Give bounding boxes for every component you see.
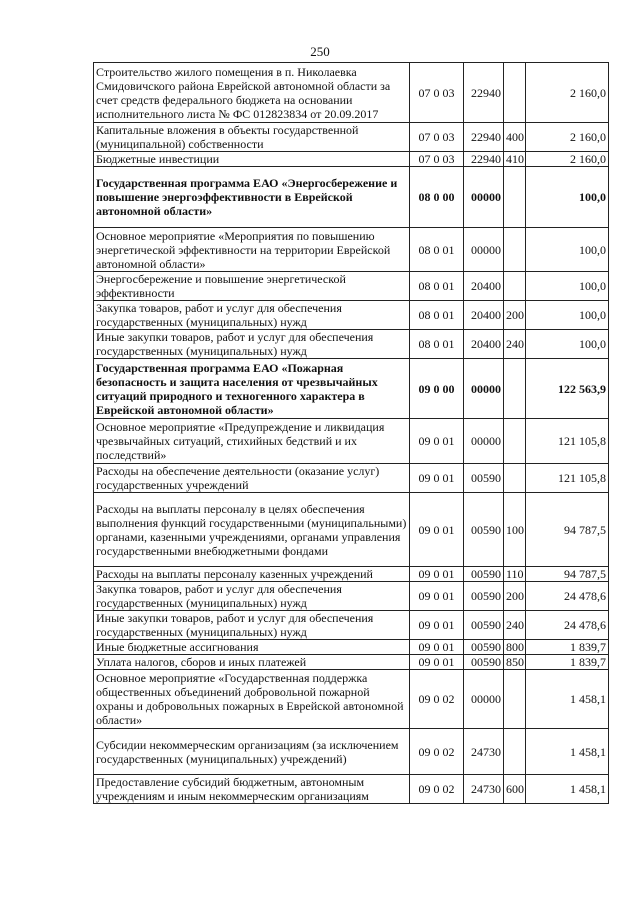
row-expense-type xyxy=(504,419,526,464)
table-row xyxy=(94,301,609,330)
row-name: Субсидии некоммерческим организациям (за исключением государственных (муниципальных) учреждений) xyxy=(94,729,410,775)
row-target-code: 22940 xyxy=(464,152,504,167)
row-amount: 24 478,6 xyxy=(526,611,609,640)
table-row-program xyxy=(94,359,609,419)
row-target-code: 00590 xyxy=(464,640,504,655)
row-amount: 2 160,0 xyxy=(526,152,609,167)
table-row xyxy=(94,464,609,493)
row-name: Основное мероприятие «Мероприятия по повышению энергетической эффективности на территории Еврейской автономной области» xyxy=(94,228,410,272)
row-program-code: 09 0 01 xyxy=(410,655,464,670)
row-expense-type xyxy=(504,359,526,419)
row-amount: 122 563,9 xyxy=(526,359,609,419)
row-name: Основное мероприятие «Предупреждение и ликвидация чрезвычайных ситуаций, стихийных бедствий и их последствий» xyxy=(94,419,410,464)
table-row xyxy=(94,152,609,167)
row-name: Иные бюджетные ассигнования xyxy=(94,640,410,655)
row-expense-type xyxy=(504,670,526,729)
row-program-code: 09 0 02 xyxy=(410,775,464,804)
row-target-code: 00590 xyxy=(464,464,504,493)
table-row xyxy=(94,330,609,359)
row-expense-type: 240 xyxy=(504,330,526,359)
table-row xyxy=(94,123,609,152)
table-row xyxy=(94,272,609,301)
row-amount: 100,0 xyxy=(526,228,609,272)
row-target-code: 00590 xyxy=(464,567,504,582)
row-target-code: 00000 xyxy=(464,359,504,419)
row-name: Уплата налогов, сборов и иных платежей xyxy=(94,655,410,670)
budget-table xyxy=(93,62,609,804)
page-number: 250 xyxy=(310,44,330,59)
row-target-code: 22940 xyxy=(464,123,504,152)
row-expense-type xyxy=(504,228,526,272)
row-name: Закупка товаров, работ и услуг для обеспечения государственных (муниципальных) нужд xyxy=(94,301,410,330)
table-row xyxy=(94,670,609,729)
row-name: Энергосбережение и повышение энергетической эффективности xyxy=(94,272,410,301)
row-program-code: 08 0 01 xyxy=(410,330,464,359)
row-program-code: 09 0 01 xyxy=(410,419,464,464)
row-program-code: 09 0 00 xyxy=(410,359,464,419)
row-name: Расходы на выплаты персоналу казенных учреждений xyxy=(94,567,410,582)
row-target-code: 00590 xyxy=(464,611,504,640)
row-expense-type xyxy=(504,729,526,775)
row-program-code: 08 0 01 xyxy=(410,228,464,272)
table-row xyxy=(94,567,609,582)
row-expense-type xyxy=(504,272,526,301)
row-program-code: 07 0 03 xyxy=(410,152,464,167)
row-amount: 100,0 xyxy=(526,330,609,359)
table-row-program xyxy=(94,167,609,228)
row-expense-type: 600 xyxy=(504,775,526,804)
row-name: Расходы на выплаты персоналу в целях обеспечения выполнения функций государственными (муниципальными) органами, казенными учреждениями, органами управления государственными внебюджетными фондами xyxy=(94,493,410,567)
row-program-code: 09 0 01 xyxy=(410,493,464,567)
row-name: Основное мероприятие «Государственная поддержка общественных объединений добровольной пожарной охраны и добровольных пожарных в Еврейской автономной области» xyxy=(94,670,410,729)
row-target-code: 00000 xyxy=(464,670,504,729)
row-expense-type: 400 xyxy=(504,123,526,152)
row-program-code: 08 0 01 xyxy=(410,272,464,301)
table-row xyxy=(94,640,609,655)
budget-table-body xyxy=(94,63,609,804)
row-name: Государственная программа ЕАО «Пожарная безопасность и защита населения от чрезвычайных ситуаций природного и техногенного характера в Еврейской автономной области» xyxy=(94,359,410,419)
row-expense-type: 240 xyxy=(504,611,526,640)
row-name: Предоставление субсидий бюджетным, автономным учреждениям и иным некоммерческим организациям xyxy=(94,775,410,804)
row-name: Расходы на обеспечение деятельности (оказание услуг) государственных учреждений xyxy=(94,464,410,493)
row-program-code: 07 0 03 xyxy=(410,123,464,152)
row-expense-type: 100 xyxy=(504,493,526,567)
row-name: Капитальные вложения в объекты государственной (муниципальной) собственности xyxy=(94,123,410,152)
row-program-code: 09 0 01 xyxy=(410,582,464,611)
row-target-code: 20400 xyxy=(464,330,504,359)
row-program-code: 09 0 01 xyxy=(410,611,464,640)
row-expense-type: 200 xyxy=(504,301,526,330)
row-expense-type: 800 xyxy=(504,640,526,655)
row-amount: 2 160,0 xyxy=(526,63,609,123)
row-program-code: 08 0 01 xyxy=(410,301,464,330)
table-row xyxy=(94,611,609,640)
row-target-code: 00000 xyxy=(464,419,504,464)
row-name: Государственная программа ЕАО «Энергосбережение и повышение энергоэффективности в Еврейской автономной области» xyxy=(94,167,410,228)
table-row xyxy=(94,63,609,123)
row-target-code: 00000 xyxy=(464,228,504,272)
table-row xyxy=(94,775,609,804)
row-target-code: 00590 xyxy=(464,493,504,567)
row-amount: 24 478,6 xyxy=(526,582,609,611)
row-amount: 94 787,5 xyxy=(526,493,609,567)
table-row xyxy=(94,729,609,775)
table-row xyxy=(94,419,609,464)
row-expense-type xyxy=(504,167,526,228)
row-expense-type: 410 xyxy=(504,152,526,167)
row-amount: 94 787,5 xyxy=(526,567,609,582)
row-amount: 100,0 xyxy=(526,167,609,228)
row-amount: 1 458,1 xyxy=(526,729,609,775)
table-row xyxy=(94,582,609,611)
row-program-code: 09 0 01 xyxy=(410,464,464,493)
row-amount: 121 105,8 xyxy=(526,464,609,493)
row-name: Строительство жилого помещения в п. Николаевка Смидовичского района Еврейской автономной области за счет средств федерального бюджета на основании исполнительного листа № ФС 012823834 от 20.09.2017 xyxy=(94,63,410,123)
row-program-code: 09 0 01 xyxy=(410,567,464,582)
row-target-code: 00000 xyxy=(464,167,504,228)
table-row xyxy=(94,493,609,567)
row-expense-type: 850 xyxy=(504,655,526,670)
table-row xyxy=(94,655,609,670)
row-amount: 121 105,8 xyxy=(526,419,609,464)
row-program-code: 09 0 02 xyxy=(410,729,464,775)
row-amount: 2 160,0 xyxy=(526,123,609,152)
row-amount: 1 839,7 xyxy=(526,655,609,670)
row-amount: 100,0 xyxy=(526,301,609,330)
row-expense-type xyxy=(504,464,526,493)
row-amount: 100,0 xyxy=(526,272,609,301)
row-amount: 1 839,7 xyxy=(526,640,609,655)
row-target-code: 00590 xyxy=(464,655,504,670)
row-program-code: 09 0 02 xyxy=(410,670,464,729)
row-name: Иные закупки товаров, работ и услуг для обеспечения государственных (муниципальных) нужд xyxy=(94,611,410,640)
row-name: Иные закупки товаров, работ и услуг для обеспечения государственных (муниципальных) нужд xyxy=(94,330,410,359)
row-amount: 1 458,1 xyxy=(526,775,609,804)
row-program-code: 09 0 01 xyxy=(410,640,464,655)
row-target-code: 24730 xyxy=(464,729,504,775)
row-program-code: 07 0 03 xyxy=(410,63,464,123)
row-target-code: 24730 xyxy=(464,775,504,804)
row-target-code: 22940 xyxy=(464,63,504,123)
row-target-code: 20400 xyxy=(464,272,504,301)
row-target-code: 00590 xyxy=(464,582,504,611)
row-name: Закупка товаров, работ и услуг для обеспечения государственных (муниципальных) нужд xyxy=(94,582,410,611)
row-amount: 1 458,1 xyxy=(526,670,609,729)
row-expense-type: 110 xyxy=(504,567,526,582)
row-name: Бюджетные инвестиции xyxy=(94,152,410,167)
table-row xyxy=(94,228,609,272)
row-expense-type xyxy=(504,63,526,123)
row-expense-type: 200 xyxy=(504,582,526,611)
row-program-code: 08 0 00 xyxy=(410,167,464,228)
row-target-code: 20400 xyxy=(464,301,504,330)
